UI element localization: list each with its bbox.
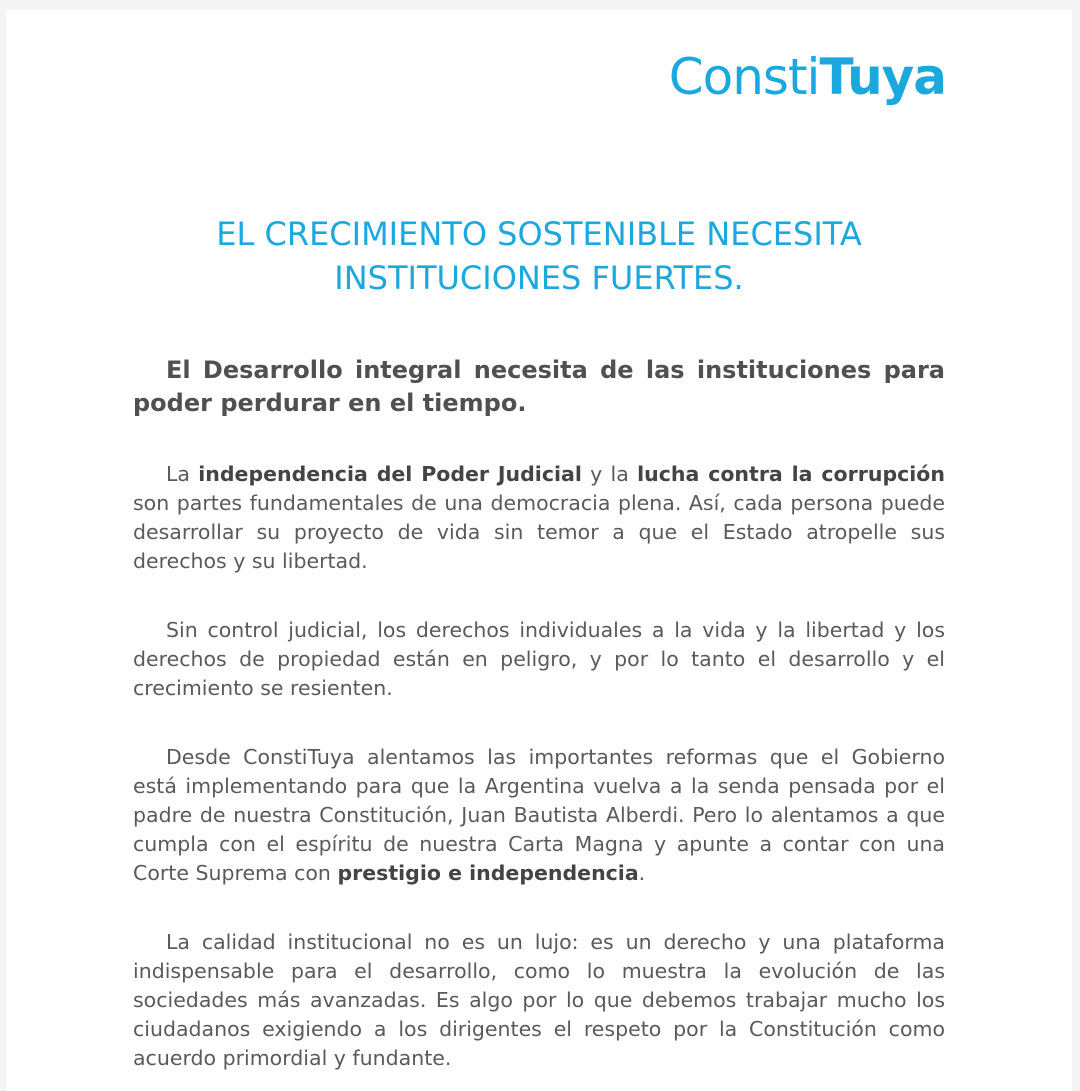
paragraph-1-text-2: y la xyxy=(581,462,638,486)
article-body xyxy=(133,354,945,1073)
title-line-1: EL CRECIMIENTO SOSTENIBLE NECESITA xyxy=(216,215,862,253)
document-page xyxy=(6,10,1072,1091)
paragraph-3-bold-1: prestigio e independencia xyxy=(337,861,639,885)
page-title xyxy=(6,212,1072,300)
title-line-2: INSTITUCIONES FUERTES. xyxy=(334,259,744,297)
paragraph-3-text-2: . xyxy=(638,861,646,885)
paragraph-1-text-3: son partes fundamentales de una democracia plena. Así, cada persona puede desarrollar su proyecto de vida sin temor a que el Estado atropelle sus derechos y su libertad. xyxy=(133,491,945,573)
constituya-logo xyxy=(668,48,946,106)
logo-text-tuya: Tuya xyxy=(819,48,946,106)
lead-paragraph: El Desarrollo integral necesita de las instituciones para poder perdurar en el tiempo. xyxy=(133,356,945,417)
paragraph-2: Sin control judicial, los derechos individuales a la vida y la libertad y los derechos de propiedad están en peligro, y por lo tanto el desarrollo y el crecimiento se resienten. xyxy=(133,618,945,700)
paragraph-1-text-1: La xyxy=(166,462,199,486)
paragraph-3 xyxy=(133,743,945,888)
logo-text-consti: Consti xyxy=(668,48,820,106)
paragraph-4: La calidad institucional no es un lujo: es un derecho y una plataforma indispensable para el desarrollo, como lo muestra la evolución de las sociedades más avanzadas. Es algo por lo que debemos trabajar mucho los ciudadanos exigiendo a los dirigentes el respeto por la Constitución como acuerdo primordial y fundante. xyxy=(133,930,945,1070)
paragraph-1-bold-2: lucha contra la corrupción xyxy=(637,462,945,486)
paragraph-1 xyxy=(133,460,945,576)
paragraph-3-text-1: Desde ConstiTuya alentamos las importantes reformas que el Gobierno está implementando para que la Argentina vuelva a la senda pensada por el padre de nuestra Constitución, Juan Bautista Alberdi. Pero lo alentamos a que cumpla con el espíritu de nuestra Carta Magna y apunte a contar con una Corte Suprema con xyxy=(133,745,945,885)
paragraph-1-bold-1: independencia del Poder Judicial xyxy=(198,462,582,486)
